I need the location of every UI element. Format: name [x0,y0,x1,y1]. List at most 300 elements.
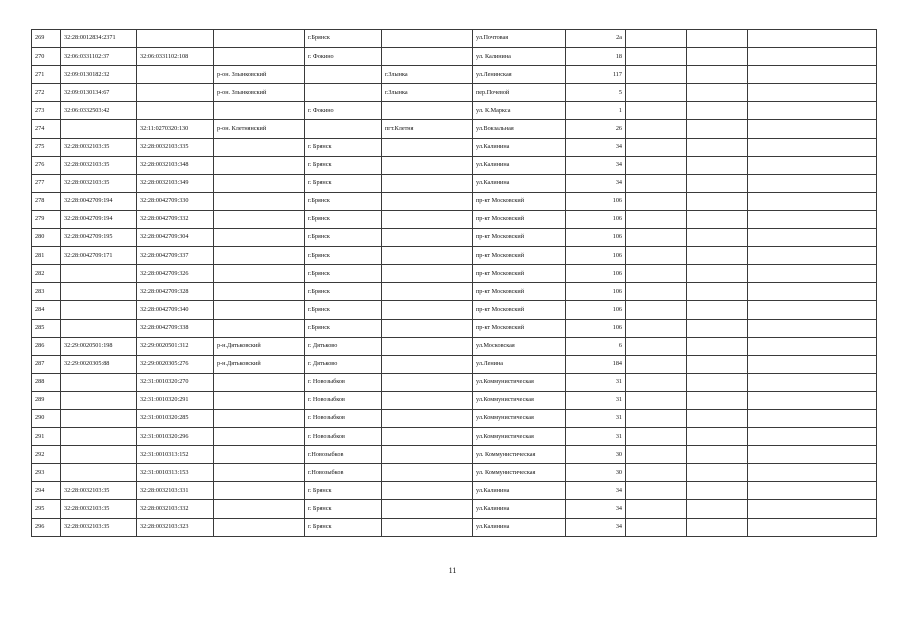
extra-cell-1 [626,409,687,427]
street-cell: ул.Почтовая [473,30,566,48]
street-cell: ул.Вокзальная [473,120,566,138]
city-cell: г. Брянск [305,174,382,192]
table-row [32,48,877,66]
extra-cell-2 [687,446,748,464]
building-cadastral-number-cell: 32:28:0042709:337 [137,247,214,265]
settlement-cell [382,409,473,427]
table-row [32,446,877,464]
extra-cell-1 [626,120,687,138]
row-number-cell: 272 [32,84,61,102]
land-cadastral-number-cell: 32:09:0130182:32 [61,66,137,84]
extra-cell-1 [626,156,687,174]
row-number-cell: 293 [32,464,61,482]
building-cadastral-number-cell: 32:29:0020501:312 [137,337,214,355]
land-cadastral-number-cell: 32:28:0032103:35 [61,518,137,536]
land-cadastral-number-cell: 32:28:0032103:35 [61,138,137,156]
extra-cell-2 [687,138,748,156]
table-row [32,428,877,446]
extra-cell-1 [626,337,687,355]
house-number-cell: 31 [566,428,626,446]
district-cell [214,229,305,247]
extra-cell-3 [748,464,877,482]
building-cadastral-number-cell: 32:28:0042709:330 [137,192,214,210]
settlement-cell [382,30,473,48]
row-number-cell: 286 [32,337,61,355]
building-cadastral-number-cell: 32:28:0032103:332 [137,500,214,518]
extra-cell-1 [626,391,687,409]
extra-cell-1 [626,518,687,536]
table-row [32,337,877,355]
row-number-cell: 292 [32,446,61,464]
table-row [32,210,877,228]
row-number-cell: 270 [32,48,61,66]
city-cell: г. Дятьково [305,355,382,373]
street-cell: пер.Почевой [473,84,566,102]
table-row [32,355,877,373]
table-row [32,174,877,192]
street-cell: ул. Калинина [473,48,566,66]
land-cadastral-number-cell: 32:28:0032103:35 [61,174,137,192]
street-cell: ул. Коммунистическая [473,446,566,464]
row-number-cell: 294 [32,482,61,500]
extra-cell-2 [687,265,748,283]
extra-cell-3 [748,138,877,156]
row-number-cell: 290 [32,409,61,427]
land-cadastral-number-cell: 32:28:0042709:194 [61,210,137,228]
land-cadastral-number-cell: 32:06:0331102:37 [61,48,137,66]
district-cell [214,138,305,156]
city-cell: г. Брянск [305,138,382,156]
extra-cell-2 [687,301,748,319]
building-cadastral-number-cell: 32:28:0042709:328 [137,283,214,301]
extra-cell-1 [626,192,687,210]
house-number-cell: 30 [566,464,626,482]
extra-cell-3 [748,84,877,102]
settlement-cell [382,301,473,319]
settlement-cell [382,428,473,446]
house-number-cell: 31 [566,373,626,391]
extra-cell-2 [687,464,748,482]
city-cell: г.Брянск [305,210,382,228]
district-cell [214,446,305,464]
table-row [32,482,877,500]
land-cadastral-number-cell: 32:28:0032103:35 [61,156,137,174]
street-cell: пр-кт Московский [473,283,566,301]
row-number-cell: 287 [32,355,61,373]
district-cell [214,156,305,174]
district-cell [214,48,305,66]
land-cadastral-number-cell [61,409,137,427]
row-number-cell: 296 [32,518,61,536]
land-cadastral-number-cell [61,265,137,283]
city-cell: г.Брянск [305,30,382,48]
district-cell [214,265,305,283]
extra-cell-3 [748,210,877,228]
building-cadastral-number-cell [137,102,214,120]
extra-cell-2 [687,428,748,446]
settlement-cell [382,156,473,174]
extra-cell-2 [687,102,748,120]
street-cell: ул.Калинина [473,518,566,536]
land-cadastral-number-cell: 32:29:0020305:88 [61,355,137,373]
row-number-cell: 281 [32,247,61,265]
house-number-cell: 106 [566,210,626,228]
street-cell: ул. Коммунистическая [473,464,566,482]
extra-cell-1 [626,138,687,156]
land-cadastral-number-cell: 32:29:0020501:198 [61,337,137,355]
table-row [32,138,877,156]
extra-cell-2 [687,48,748,66]
settlement-cell [382,482,473,500]
city-cell [305,66,382,84]
building-cadastral-number-cell: 32:31:0010320:296 [137,428,214,446]
building-cadastral-number-cell [137,84,214,102]
settlement-cell [382,391,473,409]
district-cell [214,373,305,391]
settlement-cell [382,283,473,301]
street-cell: пр-кт Московский [473,265,566,283]
row-number-cell: 273 [32,102,61,120]
extra-cell-2 [687,391,748,409]
building-cadastral-number-cell: 32:11:0270320:130 [137,120,214,138]
city-cell: г.Новозыбков [305,446,382,464]
district-cell [214,428,305,446]
building-cadastral-number-cell: 32:06:0331102:108 [137,48,214,66]
table-row [32,518,877,536]
building-cadastral-number-cell [137,30,214,48]
building-cadastral-number-cell: 32:31:0010320:291 [137,391,214,409]
city-cell: г. Фокино [305,102,382,120]
district-cell [214,391,305,409]
extra-cell-2 [687,283,748,301]
land-cadastral-number-cell: 32:06:0332503:42 [61,102,137,120]
settlement-cell [382,48,473,66]
city-cell: г.Брянск [305,283,382,301]
street-cell: ул.Калинина [473,156,566,174]
table-row [32,500,877,518]
extra-cell-3 [748,48,877,66]
house-number-cell: 26 [566,120,626,138]
extra-cell-2 [687,518,748,536]
extra-cell-2 [687,174,748,192]
extra-cell-1 [626,446,687,464]
district-cell: р-он. Клетнянский [214,120,305,138]
extra-cell-1 [626,66,687,84]
street-cell: пр-кт Московский [473,229,566,247]
district-cell: р-н.Дятьковский [214,337,305,355]
table-row [32,247,877,265]
street-cell: ул.Калинина [473,482,566,500]
row-number-cell: 277 [32,174,61,192]
land-cadastral-number-cell [61,391,137,409]
city-cell: г.Брянск [305,247,382,265]
house-number-cell: 1 [566,102,626,120]
extra-cell-1 [626,229,687,247]
district-cell [214,102,305,120]
city-cell: г. Новозыбков [305,409,382,427]
extra-cell-3 [748,301,877,319]
street-cell: пр-кт Московский [473,247,566,265]
extra-cell-3 [748,283,877,301]
table-row [32,120,877,138]
district-cell [214,174,305,192]
street-cell: ул.Калинина [473,500,566,518]
extra-cell-3 [748,229,877,247]
land-cadastral-number-cell [61,373,137,391]
extra-cell-3 [748,102,877,120]
district-cell [214,409,305,427]
extra-cell-3 [748,66,877,84]
table-row [32,391,877,409]
extra-cell-1 [626,464,687,482]
street-cell: пр-кт Московский [473,301,566,319]
extra-cell-1 [626,355,687,373]
extra-cell-1 [626,30,687,48]
district-cell [214,464,305,482]
settlement-cell [382,373,473,391]
district-cell [214,500,305,518]
house-number-cell: 31 [566,391,626,409]
house-number-cell: 184 [566,355,626,373]
building-cadastral-number-cell: 32:28:0032103:349 [137,174,214,192]
extra-cell-1 [626,283,687,301]
row-number-cell: 271 [32,66,61,84]
extra-cell-2 [687,409,748,427]
extra-cell-2 [687,120,748,138]
land-cadastral-number-cell [61,301,137,319]
extra-cell-3 [748,247,877,265]
settlement-cell [382,464,473,482]
district-cell [214,518,305,536]
building-cadastral-number-cell: 32:28:0032103:335 [137,138,214,156]
city-cell: г. Фокино [305,48,382,66]
city-cell: г.Брянск [305,229,382,247]
extra-cell-1 [626,247,687,265]
row-number-cell: 274 [32,120,61,138]
row-number-cell: 269 [32,30,61,48]
extra-cell-2 [687,66,748,84]
house-number-cell: 34 [566,500,626,518]
extra-cell-2 [687,84,748,102]
city-cell: г. Брянск [305,156,382,174]
city-cell [305,84,382,102]
district-cell [214,247,305,265]
extra-cell-3 [748,192,877,210]
row-number-cell: 279 [32,210,61,228]
row-number-cell: 276 [32,156,61,174]
district-cell [214,210,305,228]
district-cell [214,482,305,500]
extra-cell-3 [748,373,877,391]
street-cell: ул.Коммунистическая [473,409,566,427]
building-cadastral-number-cell: 32:28:0032103:331 [137,482,214,500]
street-cell: ул.Ленинская [473,66,566,84]
extra-cell-3 [748,30,877,48]
building-cadastral-number-cell: 32:31:0010313:152 [137,446,214,464]
extra-cell-3 [748,409,877,427]
land-cadastral-number-cell [61,120,137,138]
building-cadastral-number-cell: 32:31:0010320:270 [137,373,214,391]
land-cadastral-number-cell [61,428,137,446]
extra-cell-3 [748,518,877,536]
city-cell: г. Новозыбков [305,428,382,446]
street-cell: ул.Калинина [473,174,566,192]
district-cell: р-он. Злынковский [214,84,305,102]
building-cadastral-number-cell: 32:28:0042709:304 [137,229,214,247]
land-cadastral-number-cell: 32:28:0032103:35 [61,482,137,500]
house-number-cell: 106 [566,229,626,247]
land-cadastral-number-cell: 32:28:0032103:35 [61,500,137,518]
district-cell: р-н.Дятьковский [214,355,305,373]
extra-cell-2 [687,355,748,373]
settlement-cell [382,192,473,210]
house-number-cell: 106 [566,247,626,265]
land-cadastral-number-cell: 32:28:0042709:171 [61,247,137,265]
extra-cell-3 [748,337,877,355]
building-cadastral-number-cell: 32:28:0042709:326 [137,265,214,283]
table-body [32,30,877,537]
row-number-cell: 288 [32,373,61,391]
land-cadastral-number-cell: 32:28:0012834:2371 [61,30,137,48]
building-cadastral-number-cell: 32:28:0032103:323 [137,518,214,536]
city-cell [305,120,382,138]
settlement-cell [382,138,473,156]
district-cell [214,283,305,301]
street-cell: пр-кт Московский [473,319,566,337]
extra-cell-1 [626,500,687,518]
table-row [32,409,877,427]
extra-cell-3 [748,446,877,464]
extra-cell-3 [748,391,877,409]
table-row [32,229,877,247]
extra-cell-3 [748,355,877,373]
settlement-cell [382,229,473,247]
extra-cell-3 [748,174,877,192]
row-number-cell: 285 [32,319,61,337]
table-row [32,464,877,482]
street-cell: ул.Коммунистическая [473,391,566,409]
extra-cell-1 [626,265,687,283]
extra-cell-2 [687,482,748,500]
house-number-cell: 31 [566,409,626,427]
extra-cell-1 [626,48,687,66]
settlement-cell: г.Злынка [382,66,473,84]
building-cadastral-number-cell: 32:31:0010320:285 [137,409,214,427]
extra-cell-3 [748,428,877,446]
city-cell: г. Брянск [305,500,382,518]
house-number-cell: 106 [566,301,626,319]
table-row [32,30,877,48]
settlement-cell: пгт.Клетня [382,120,473,138]
row-number-cell: 295 [32,500,61,518]
settlement-cell [382,337,473,355]
house-number-cell: 34 [566,482,626,500]
street-cell: ул. К.Маркса [473,102,566,120]
house-number-cell: 6 [566,337,626,355]
house-number-cell: 34 [566,156,626,174]
extra-cell-1 [626,482,687,500]
table-row [32,283,877,301]
property-registry-table [31,29,877,537]
settlement-cell [382,210,473,228]
land-cadastral-number-cell: 32:09:0130134:67 [61,84,137,102]
extra-cell-2 [687,373,748,391]
city-cell: г.Брянск [305,192,382,210]
row-number-cell: 278 [32,192,61,210]
house-number-cell: 106 [566,319,626,337]
house-number-cell: 5 [566,84,626,102]
district-cell [214,319,305,337]
table-row [32,192,877,210]
extra-cell-2 [687,500,748,518]
extra-cell-2 [687,247,748,265]
settlement-cell [382,174,473,192]
land-cadastral-number-cell [61,283,137,301]
settlement-cell [382,319,473,337]
extra-cell-3 [748,120,877,138]
table-row [32,373,877,391]
city-cell: г. Дятьково [305,337,382,355]
building-cadastral-number-cell [137,66,214,84]
settlement-cell [382,265,473,283]
extra-cell-2 [687,192,748,210]
street-cell: ул.Коммунистическая [473,373,566,391]
building-cadastral-number-cell: 32:28:0042709:332 [137,210,214,228]
row-number-cell: 275 [32,138,61,156]
extra-cell-3 [748,319,877,337]
settlement-cell [382,102,473,120]
street-cell: ул.Ленина [473,355,566,373]
district-cell [214,301,305,319]
district-cell: р-он. Злынковский [214,66,305,84]
building-cadastral-number-cell: 32:28:0042709:340 [137,301,214,319]
table-row [32,319,877,337]
land-cadastral-number-cell: 32:28:0042709:194 [61,192,137,210]
building-cadastral-number-cell: 32:28:0032103:348 [137,156,214,174]
settlement-cell [382,355,473,373]
house-number-cell: 34 [566,138,626,156]
row-number-cell: 280 [32,229,61,247]
settlement-cell [382,500,473,518]
table-row [32,66,877,84]
house-number-cell: 34 [566,174,626,192]
city-cell: г.Брянск [305,265,382,283]
extra-cell-3 [748,156,877,174]
extra-cell-3 [748,265,877,283]
house-number-cell: 18 [566,48,626,66]
extra-cell-3 [748,482,877,500]
building-cadastral-number-cell: 32:29:0020305:276 [137,355,214,373]
extra-cell-2 [687,229,748,247]
table-row [32,102,877,120]
row-number-cell: 289 [32,391,61,409]
table-row [32,84,877,102]
page-number: 11 [448,566,457,575]
extra-cell-1 [626,84,687,102]
extra-cell-2 [687,156,748,174]
city-cell: г. Новозыбков [305,373,382,391]
row-number-cell: 284 [32,301,61,319]
building-cadastral-number-cell: 32:28:0042709:338 [137,319,214,337]
row-number-cell: 282 [32,265,61,283]
house-number-cell: 106 [566,192,626,210]
table-row [32,265,877,283]
row-number-cell: 291 [32,428,61,446]
settlement-cell [382,446,473,464]
city-cell: г. Новозыбков [305,391,382,409]
settlement-cell [382,247,473,265]
house-number-cell: 117 [566,66,626,84]
